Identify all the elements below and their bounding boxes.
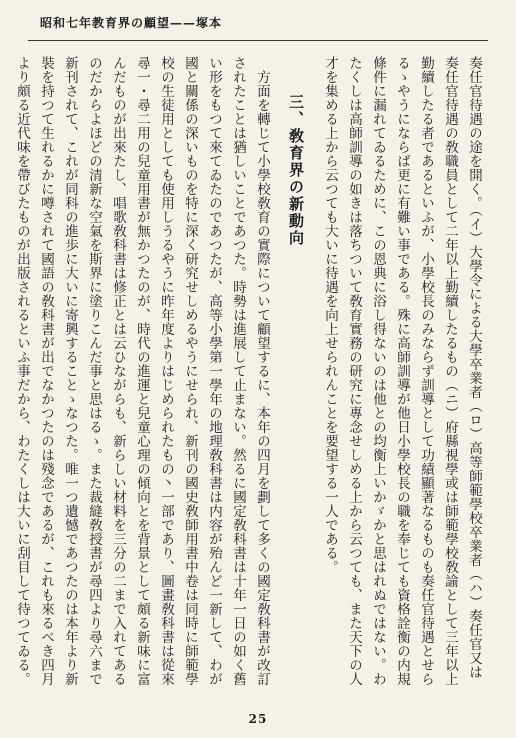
page-number: 25	[248, 712, 268, 726]
paragraph-continued: 奏任官待遇の途を開く。（イ）大學令による大學卒業者（ロ）高等師範學校卒業者（ハ）奏任官又は奏任官待遇の敎職員として二年以上勤續したるもの（ニ）府縣視學或は師範學校敎諭として三年以上勤續したる者であるといふが、小學校長のみならず訓導として功績顯著なるものも奏任官待遇とせらるゝやうにならば更に有難い事である。殊に高師訓導が他日小學校長の職を奉じても資格詮衡の内規條件に漏れてゐるために、この恩典に浴し得ないのは他との均衡上いかゞかと思はれぬではない。わたくしは高師訓導の如きは落ちついて敎育實務の研究に專念せしめる上から云つても、また天下の人才を集める上から云つても大いに待遇を向上せられんことを要望する一人である。	[322, 56, 482, 686]
running-head: 昭和七年教育界の顧望——塚本	[40, 16, 223, 30]
header-rule	[28, 40, 488, 41]
section-heading: 三、敎育界の新動向	[287, 93, 305, 247]
paragraph-section-three: 方面を轉じて小學校敎育の實際について顧望するに、本年の四月を劃して多くの國定敎科書が改訂されたことは猶しいことであつた。時勢は進展して止まない。然るに國定敎科書は十年一日の如く舊い形をもつて來てゐたのであつたが、高等小學第一學年の地理敎科書は内容が殆んど一新して、わが國と關係の深いものを特に深く研究せしめるやうにせられ、新刊の國史敎師用書中卷は同時に師範學校の生徒用としても使用しうるやうに昨年度よりはじめられたもの丶一部であり、圖畫敎科書は從來尋一・尋二用の兒童用書が無かつたのが、時代の進運と兒童心理の傾向とを背景として頗る新味に富んだものが出來たし、唱歌敎科書は修正とは云ひながらも、新らしい材料を三分の二まで入れてあるのだからよほどの清新な空氣を斯界に塗りこんだ事と思はるゝ。また裁縫敎授書が尋四より尋六まで新刊されて、これが同科の進歩に大いに寄興することゝなつた。唯一つ遺憾であつたのは本年より新裝を持つて生れるかに噂されて國語の敎科書が出でなかつたのは殘念であるが、これも來るべき四月より頗る近代味を帶びたものが出版されるといふ事だから、わたくしは大いに刮目して待つてゐる。	[14, 56, 270, 686]
vertical-text-block	[14, 56, 486, 692]
